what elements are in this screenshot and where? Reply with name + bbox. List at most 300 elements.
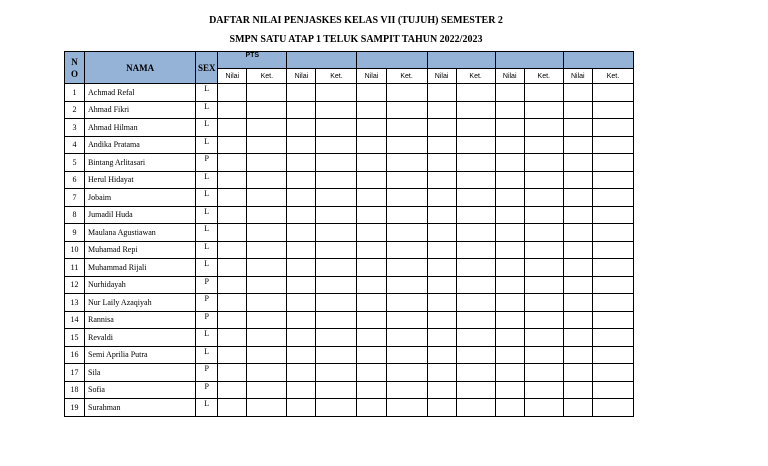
- nilai-cell[interactable]: [563, 84, 592, 102]
- nilai-cell[interactable]: [287, 171, 316, 189]
- ket-cell[interactable]: [592, 241, 633, 259]
- student-name: Achmad Refal: [85, 84, 196, 102]
- ket-cell[interactable]: [247, 399, 287, 417]
- nilai-cell[interactable]: [427, 381, 456, 399]
- header-ket: Ket.: [247, 69, 287, 84]
- student-name: Revaldi: [85, 329, 196, 347]
- ket-cell[interactable]: [247, 364, 287, 382]
- nilai-cell[interactable]: [427, 329, 456, 347]
- nilai-cell[interactable]: [218, 171, 247, 189]
- ket-cell[interactable]: [592, 224, 633, 242]
- student-sex: L: [196, 206, 218, 224]
- student-row: [65, 381, 634, 399]
- ket-cell[interactable]: [456, 119, 495, 137]
- ket-cell[interactable]: [316, 329, 357, 347]
- ket-cell[interactable]: [592, 189, 633, 207]
- ket-cell[interactable]: [386, 119, 427, 137]
- student-sex: L: [196, 259, 218, 277]
- ket-cell[interactable]: [247, 119, 287, 137]
- nilai-cell[interactable]: [563, 136, 592, 154]
- ket-cell[interactable]: [456, 101, 495, 119]
- student-sex: L: [196, 329, 218, 347]
- nilai-cell[interactable]: [287, 136, 316, 154]
- row-number: 11: [65, 259, 85, 277]
- ket-cell[interactable]: [386, 224, 427, 242]
- nilai-cell[interactable]: [287, 241, 316, 259]
- nilai-cell[interactable]: [495, 346, 524, 364]
- ket-cell[interactable]: [316, 119, 357, 137]
- nilai-cell[interactable]: [495, 259, 524, 277]
- nilai-cell[interactable]: [427, 276, 456, 294]
- nilai-cell[interactable]: [357, 136, 386, 154]
- ket-cell[interactable]: [386, 294, 427, 312]
- header-pts: PTS: [218, 52, 287, 69]
- student-row: [65, 241, 634, 259]
- nilai-cell[interactable]: [427, 171, 456, 189]
- ket-cell[interactable]: [247, 154, 287, 172]
- ket-cell[interactable]: [524, 189, 563, 207]
- ket-cell[interactable]: [247, 101, 287, 119]
- nilai-cell[interactable]: [357, 346, 386, 364]
- nilai-cell[interactable]: [287, 311, 316, 329]
- ket-cell[interactable]: [316, 224, 357, 242]
- header-nilai: Nilai: [287, 69, 316, 84]
- ket-cell[interactable]: [592, 311, 633, 329]
- ket-cell[interactable]: [456, 224, 495, 242]
- nilai-cell[interactable]: [427, 259, 456, 277]
- nilai-cell[interactable]: [287, 189, 316, 207]
- row-number: 8: [65, 206, 85, 224]
- nilai-cell[interactable]: [218, 119, 247, 137]
- nilai-cell[interactable]: [218, 206, 247, 224]
- nilai-cell[interactable]: [495, 119, 524, 137]
- ket-cell[interactable]: [524, 329, 563, 347]
- ket-cell[interactable]: [524, 241, 563, 259]
- row-number: 10: [65, 241, 85, 259]
- student-row: [65, 101, 634, 119]
- nilai-cell[interactable]: [563, 364, 592, 382]
- nilai-cell[interactable]: [563, 154, 592, 172]
- nilai-cell[interactable]: [357, 399, 386, 417]
- nilai-cell[interactable]: [357, 294, 386, 312]
- row-number: 18: [65, 381, 85, 399]
- nilai-cell[interactable]: [218, 154, 247, 172]
- nilai-cell[interactable]: [287, 101, 316, 119]
- ket-cell[interactable]: [386, 311, 427, 329]
- ket-cell[interactable]: [386, 364, 427, 382]
- nilai-cell[interactable]: [427, 224, 456, 242]
- ket-cell[interactable]: [247, 224, 287, 242]
- nilai-cell[interactable]: [495, 294, 524, 312]
- nilai-cell[interactable]: [287, 294, 316, 312]
- nilai-cell[interactable]: [563, 346, 592, 364]
- header-group-2: [287, 52, 357, 69]
- ket-cell[interactable]: [456, 399, 495, 417]
- ket-cell[interactable]: [456, 311, 495, 329]
- nilai-cell[interactable]: [563, 381, 592, 399]
- row-number: 14: [65, 311, 85, 329]
- ket-cell[interactable]: [247, 259, 287, 277]
- ket-cell[interactable]: [316, 346, 357, 364]
- ket-cell[interactable]: [524, 399, 563, 417]
- nilai-cell[interactable]: [357, 241, 386, 259]
- nilai-cell[interactable]: [427, 189, 456, 207]
- ket-cell[interactable]: [247, 136, 287, 154]
- ket-cell[interactable]: [456, 171, 495, 189]
- nilai-cell[interactable]: [218, 329, 247, 347]
- header-nilai: Nilai: [495, 69, 524, 84]
- header-nilai: Nilai: [357, 69, 386, 84]
- header-no: N O: [65, 52, 85, 84]
- nilai-cell[interactable]: [218, 259, 247, 277]
- student-sex: L: [196, 136, 218, 154]
- nilai-cell[interactable]: [495, 154, 524, 172]
- ket-cell[interactable]: [316, 294, 357, 312]
- nilai-cell[interactable]: [287, 206, 316, 224]
- nilai-cell[interactable]: [218, 101, 247, 119]
- ket-cell[interactable]: [386, 259, 427, 277]
- ket-cell[interactable]: [386, 381, 427, 399]
- header-ket: Ket.: [386, 69, 427, 84]
- student-row: [65, 346, 634, 364]
- nilai-cell[interactable]: [495, 311, 524, 329]
- ket-cell[interactable]: [524, 381, 563, 399]
- nilai-cell[interactable]: [218, 346, 247, 364]
- nilai-cell[interactable]: [563, 294, 592, 312]
- ket-cell[interactable]: [592, 84, 633, 102]
- ket-cell[interactable]: [456, 294, 495, 312]
- ket-cell[interactable]: [316, 276, 357, 294]
- document-title: DAFTAR NILAI PENJASKES KELAS VII (TUJUH) SEMESTER 2: [209, 15, 503, 26]
- ket-cell[interactable]: [316, 171, 357, 189]
- ket-cell[interactable]: [592, 206, 633, 224]
- ket-cell[interactable]: [456, 136, 495, 154]
- nilai-cell[interactable]: [218, 381, 247, 399]
- nilai-cell[interactable]: [495, 101, 524, 119]
- nilai-cell[interactable]: [495, 364, 524, 382]
- nilai-cell[interactable]: [427, 294, 456, 312]
- ket-cell[interactable]: [456, 84, 495, 102]
- nilai-cell[interactable]: [495, 206, 524, 224]
- student-name: Jobaim: [85, 189, 196, 207]
- nilai-cell[interactable]: [427, 154, 456, 172]
- student-name: Andika Pratama: [85, 136, 196, 154]
- nilai-cell[interactable]: [287, 259, 316, 277]
- ket-cell[interactable]: [316, 241, 357, 259]
- student-name: Semi Aprilia Putra: [85, 346, 196, 364]
- nilai-cell[interactable]: [427, 399, 456, 417]
- nilai-cell[interactable]: [357, 84, 386, 102]
- ket-cell[interactable]: [524, 136, 563, 154]
- nilai-cell[interactable]: [495, 329, 524, 347]
- ket-cell[interactable]: [592, 119, 633, 137]
- nilai-cell[interactable]: [357, 329, 386, 347]
- row-number: 7: [65, 189, 85, 207]
- nilai-cell[interactable]: [427, 206, 456, 224]
- ket-cell[interactable]: [386, 329, 427, 347]
- student-name: Ahmad Fikri: [85, 101, 196, 119]
- header-group-6: [563, 52, 633, 69]
- nilai-cell[interactable]: [563, 101, 592, 119]
- nilai-cell[interactable]: [357, 311, 386, 329]
- nilai-cell[interactable]: [427, 136, 456, 154]
- ket-cell[interactable]: [316, 399, 357, 417]
- ket-cell[interactable]: [247, 381, 287, 399]
- nilai-cell[interactable]: [218, 276, 247, 294]
- student-sex: P: [196, 364, 218, 382]
- ket-cell[interactable]: [524, 311, 563, 329]
- nilai-cell[interactable]: [218, 224, 247, 242]
- nilai-cell[interactable]: [563, 311, 592, 329]
- header-nama: NAMA: [85, 52, 196, 84]
- row-number: 15: [65, 329, 85, 347]
- student-name: Herul Hidayat: [85, 171, 196, 189]
- ket-cell[interactable]: [386, 346, 427, 364]
- student-name: Jumadil Huda: [85, 206, 196, 224]
- ket-cell[interactable]: [386, 206, 427, 224]
- ket-cell[interactable]: [592, 346, 633, 364]
- ket-cell[interactable]: [316, 311, 357, 329]
- nilai-cell[interactable]: [218, 399, 247, 417]
- nilai-cell[interactable]: [218, 364, 247, 382]
- nilai-cell[interactable]: [563, 329, 592, 347]
- ket-cell[interactable]: [524, 171, 563, 189]
- nilai-cell[interactable]: [287, 364, 316, 382]
- nilai-cell[interactable]: [563, 119, 592, 137]
- nilai-cell[interactable]: [563, 399, 592, 417]
- student-sex: P: [196, 381, 218, 399]
- nilai-cell[interactable]: [287, 84, 316, 102]
- nilai-cell[interactable]: [427, 84, 456, 102]
- header-nilai: Nilai: [218, 69, 247, 84]
- nilai-cell[interactable]: [287, 119, 316, 137]
- ket-cell[interactable]: [386, 276, 427, 294]
- header-ket: Ket.: [524, 69, 563, 84]
- student-name: Ahmad Hilman: [85, 119, 196, 137]
- student-row: [65, 364, 634, 382]
- ket-cell[interactable]: [456, 259, 495, 277]
- nilai-cell[interactable]: [357, 171, 386, 189]
- nilai-cell[interactable]: [563, 224, 592, 242]
- ket-cell[interactable]: [247, 84, 287, 102]
- ket-cell[interactable]: [456, 329, 495, 347]
- ket-cell[interactable]: [524, 346, 563, 364]
- nilai-cell[interactable]: [357, 206, 386, 224]
- ket-cell[interactable]: [316, 84, 357, 102]
- row-number: 3: [65, 119, 85, 137]
- student-sex: P: [196, 154, 218, 172]
- ket-cell[interactable]: [316, 259, 357, 277]
- ket-cell[interactable]: [524, 364, 563, 382]
- student-row: [65, 294, 634, 312]
- student-row: [65, 329, 634, 347]
- ket-cell[interactable]: [247, 206, 287, 224]
- ket-cell[interactable]: [592, 329, 633, 347]
- student-row: [65, 136, 634, 154]
- ket-cell[interactable]: [592, 364, 633, 382]
- ket-cell[interactable]: [456, 346, 495, 364]
- nilai-cell[interactable]: [218, 189, 247, 207]
- ket-cell[interactable]: [524, 294, 563, 312]
- ket-cell[interactable]: [316, 381, 357, 399]
- ket-cell[interactable]: [524, 206, 563, 224]
- row-number: 6: [65, 171, 85, 189]
- nilai-cell[interactable]: [357, 101, 386, 119]
- ket-cell[interactable]: [316, 206, 357, 224]
- nilai-cell[interactable]: [563, 206, 592, 224]
- ket-cell[interactable]: [316, 101, 357, 119]
- student-name: Maulana Agustiawan: [85, 224, 196, 242]
- nilai-cell[interactable]: [563, 189, 592, 207]
- ket-cell[interactable]: [456, 381, 495, 399]
- nilai-cell[interactable]: [357, 364, 386, 382]
- row-number: 19: [65, 399, 85, 417]
- nilai-cell[interactable]: [218, 294, 247, 312]
- nilai-cell[interactable]: [495, 399, 524, 417]
- student-name: Nurhidayah: [85, 276, 196, 294]
- nilai-cell[interactable]: [563, 241, 592, 259]
- nilai-cell[interactable]: [287, 154, 316, 172]
- nilai-cell[interactable]: [287, 276, 316, 294]
- nilai-cell[interactable]: [287, 346, 316, 364]
- ket-cell[interactable]: [247, 171, 287, 189]
- nilai-cell[interactable]: [218, 84, 247, 102]
- nilai-cell[interactable]: [495, 224, 524, 242]
- ket-cell[interactable]: [386, 241, 427, 259]
- nilai-cell[interactable]: [495, 189, 524, 207]
- ket-cell[interactable]: [456, 241, 495, 259]
- student-name: Sofia: [85, 381, 196, 399]
- student-sex: L: [196, 171, 218, 189]
- student-name: Muhamad Repi: [85, 241, 196, 259]
- ket-cell[interactable]: [456, 276, 495, 294]
- ket-cell[interactable]: [456, 189, 495, 207]
- nilai-cell[interactable]: [427, 241, 456, 259]
- nilai-cell[interactable]: [357, 189, 386, 207]
- nilai-cell[interactable]: [287, 224, 316, 242]
- nilai-cell[interactable]: [287, 399, 316, 417]
- ket-cell[interactable]: [386, 136, 427, 154]
- row-number: 1: [65, 84, 85, 102]
- nilai-cell[interactable]: [495, 276, 524, 294]
- student-sex: P: [196, 311, 218, 329]
- nilai-cell[interactable]: [357, 224, 386, 242]
- ket-cell[interactable]: [386, 189, 427, 207]
- ket-cell[interactable]: [247, 294, 287, 312]
- nilai-cell[interactable]: [563, 171, 592, 189]
- ket-cell[interactable]: [316, 154, 357, 172]
- ket-cell[interactable]: [592, 136, 633, 154]
- nilai-cell[interactable]: [495, 381, 524, 399]
- nilai-cell[interactable]: [427, 364, 456, 382]
- student-row: [65, 119, 634, 137]
- nilai-cell[interactable]: [357, 119, 386, 137]
- nilai-cell[interactable]: [427, 119, 456, 137]
- nilai-cell[interactable]: [427, 101, 456, 119]
- nilai-cell[interactable]: [357, 259, 386, 277]
- ket-cell[interactable]: [386, 399, 427, 417]
- nilai-cell[interactable]: [218, 136, 247, 154]
- ket-cell[interactable]: [592, 171, 633, 189]
- ket-cell[interactable]: [592, 399, 633, 417]
- ket-cell[interactable]: [386, 101, 427, 119]
- ket-cell[interactable]: [592, 101, 633, 119]
- student-row: [65, 224, 634, 242]
- row-number: 5: [65, 154, 85, 172]
- header-nilai: Nilai: [427, 69, 456, 84]
- header-group-3: [357, 52, 427, 69]
- ket-cell[interactable]: [247, 346, 287, 364]
- ket-cell[interactable]: [592, 294, 633, 312]
- nilai-cell[interactable]: [218, 241, 247, 259]
- ket-cell[interactable]: [524, 84, 563, 102]
- student-sex: L: [196, 399, 218, 417]
- ket-cell[interactable]: [592, 154, 633, 172]
- school-title: SMPN SATU ATAP 1 TELUK SAMPIT TAHUN 2022/2023: [229, 34, 483, 45]
- ket-cell[interactable]: [247, 276, 287, 294]
- nilai-cell[interactable]: [357, 276, 386, 294]
- ket-cell[interactable]: [386, 171, 427, 189]
- nilai-cell[interactable]: [287, 329, 316, 347]
- nilai-cell[interactable]: [495, 241, 524, 259]
- student-sex: L: [196, 84, 218, 102]
- ket-cell[interactable]: [524, 101, 563, 119]
- nilai-cell[interactable]: [218, 311, 247, 329]
- student-sex: L: [196, 346, 218, 364]
- row-number: 9: [65, 224, 85, 242]
- ket-cell[interactable]: [592, 259, 633, 277]
- nilai-cell[interactable]: [495, 171, 524, 189]
- ket-cell[interactable]: [592, 276, 633, 294]
- header-ket: Ket.: [316, 69, 357, 84]
- row-number: 12: [65, 276, 85, 294]
- row-number: 13: [65, 294, 85, 312]
- ket-cell[interactable]: [456, 364, 495, 382]
- ket-cell[interactable]: [247, 311, 287, 329]
- nilai-cell[interactable]: [563, 259, 592, 277]
- nilai-cell[interactable]: [495, 84, 524, 102]
- ket-cell[interactable]: [316, 136, 357, 154]
- ket-cell[interactable]: [316, 364, 357, 382]
- row-number: 17: [65, 364, 85, 382]
- ket-cell[interactable]: [316, 189, 357, 207]
- nilai-cell[interactable]: [495, 136, 524, 154]
- ket-cell[interactable]: [524, 259, 563, 277]
- student-sex: P: [196, 294, 218, 312]
- ket-cell[interactable]: [456, 206, 495, 224]
- nilai-cell[interactable]: [287, 381, 316, 399]
- student-sex: L: [196, 101, 218, 119]
- nilai-cell[interactable]: [357, 381, 386, 399]
- ket-cell[interactable]: [386, 84, 427, 102]
- ket-cell[interactable]: [247, 189, 287, 207]
- ket-cell[interactable]: [456, 154, 495, 172]
- ket-cell[interactable]: [524, 119, 563, 137]
- ket-cell[interactable]: [592, 381, 633, 399]
- nilai-cell[interactable]: [563, 276, 592, 294]
- ket-cell[interactable]: [524, 276, 563, 294]
- student-name: Bintang Arlitasari: [85, 154, 196, 172]
- ket-cell[interactable]: [247, 329, 287, 347]
- nilai-cell[interactable]: [427, 311, 456, 329]
- ket-cell[interactable]: [247, 241, 287, 259]
- nilai-cell[interactable]: [357, 154, 386, 172]
- ket-cell[interactable]: [386, 154, 427, 172]
- ket-cell[interactable]: [524, 224, 563, 242]
- ket-cell[interactable]: [524, 154, 563, 172]
- nilai-cell[interactable]: [427, 346, 456, 364]
- grades-table: [64, 51, 634, 417]
